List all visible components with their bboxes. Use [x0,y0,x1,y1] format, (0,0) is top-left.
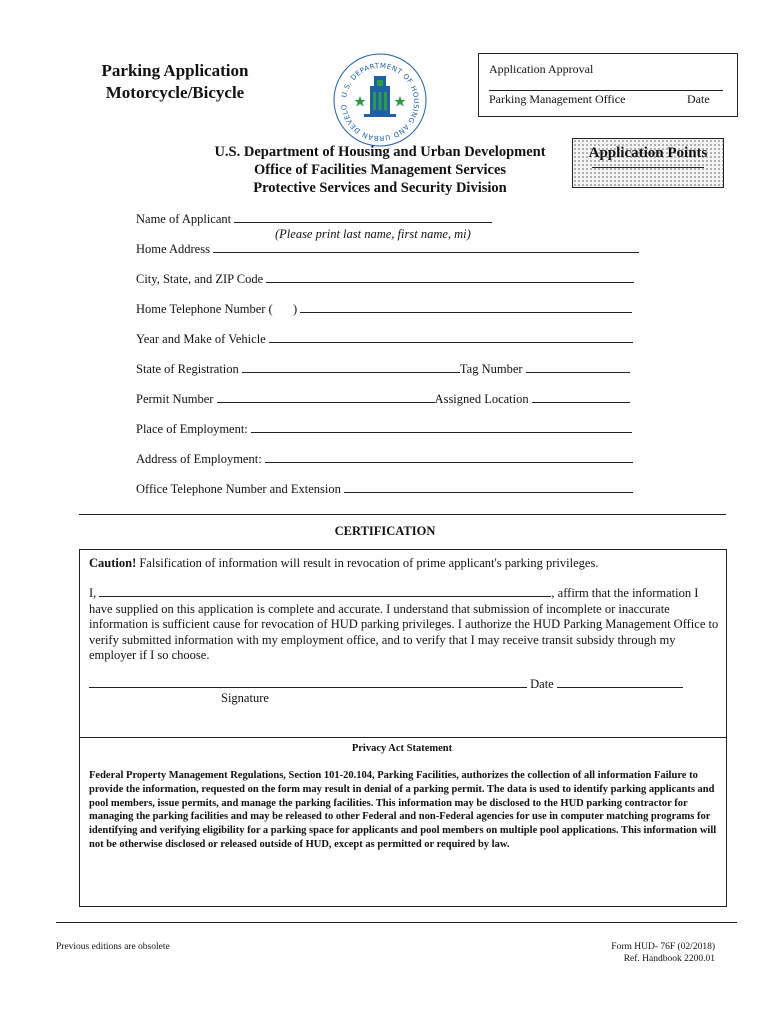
address-of-employment-field[interactable] [265,451,633,463]
approval-signature-line[interactable] [489,90,723,91]
svg-text:U.S. DEPARTMENT OF HOUSING AND: U.S. DEPARTMENT OF HOUSING AND URBAN DEVELO [339,61,421,143]
address-of-employment-label: Address of Employment: [136,452,262,466]
tag-number-label: Tag Number [459,362,523,376]
footer-form-info [520,941,715,965]
home-address-label: Home Address [136,242,210,256]
office-telephone-row [136,481,633,497]
footer-divider [56,922,737,923]
agency-line3: Protective Services and Security Division [253,180,507,196]
name-hint: (Please print last name, first name, mi) [275,227,471,241]
city-state-zip-row [136,271,634,287]
footer-handbook-ref: Ref. Handbook 2200.01 [623,954,715,964]
agency-line1: U.S. Department of Housing and Urban Development [214,144,546,160]
approval-label: Application Approval [489,62,594,76]
office-telephone-label: Office Telephone Number and Extension [136,482,341,496]
home-telephone-label: Home Telephone Number ( [136,302,273,316]
assigned-location-field[interactable] [532,391,630,403]
caution-label: Caution! [89,556,137,570]
office-telephone-field[interactable] [344,481,633,493]
vehicle-field[interactable] [269,331,633,343]
hud-seal-logo [330,50,430,150]
city-state-zip-label: City, State, and ZIP Code [136,272,264,286]
signature-date-label: Date [530,677,554,691]
caution-line [89,556,598,571]
form-title [60,60,290,104]
footer-form-number: Form HUD- 76F (02/2018) [611,942,715,952]
affirm-line [89,585,721,602]
form-title-line2: Motorcycle/Bicycle [105,83,245,102]
tag-number-field[interactable] [526,361,630,373]
place-of-employment-field[interactable] [251,421,632,433]
certification-statement [89,585,721,664]
permit-row [136,391,630,407]
place-of-employment-row [136,421,632,437]
affirm-prefix: I, [89,586,97,600]
name-of-applicant-row [136,211,492,227]
permit-number-label: Permit Number [136,392,214,406]
state-registration-label: State of Registration [136,362,239,376]
name-label: Name of Applicant [136,212,232,226]
home-telephone-field[interactable] [300,301,632,313]
affirm-text: , affirm that the information I [551,586,699,600]
signature-label: Signature [221,691,269,705]
application-points-field[interactable] [592,167,704,168]
address-of-employment-row [136,451,633,467]
application-points-box [572,138,724,188]
caution-text: Falsification of information will result in revocation of prime applicant's parking privileges. [139,556,599,570]
home-telephone-close-paren: ) [292,302,298,316]
approval-date-label: Date [687,92,710,106]
certification-box-divider [80,737,726,738]
form-title-line1: Parking Application [101,61,249,80]
home-address-row [136,241,639,257]
agency-heading [170,143,590,197]
place-of-employment-label: Place of Employment: [136,422,248,436]
city-state-zip-field[interactable] [266,271,634,283]
permit-number-field[interactable] [217,391,435,403]
footer-obsolete-note: Previous editions are obsolete [56,942,170,952]
agency-line2: Office of Facilities Management Services [253,162,507,178]
assigned-location-label: Assigned Location [434,392,529,406]
certification-title: CERTIFICATION [334,524,436,538]
application-approval-box [478,53,738,117]
privacy-act-text: Federal Property Management Regulations, Section 101-20.104, Parking Facilities, authorizes the collection of all information Failure to provide the information, requested on the form may result in denial of a parking permit. The data is used to identify parking applicants and pool members, issue permits, and manage the parking facilities. This information may be disclosed to the HUD parking contractor for managing the parking facilities and may be released to other Federal and non-Federal agencies for use in computer matching programs for identifying and verifying eligibility for a parking space for applicants and pool members on multiple pool applications. This information will not be otherwise disclosed or released outside of HUD, except as permitted or required by law. [89,770,717,850]
section-divider [79,514,726,515]
application-points-label: Application Points [588,145,708,161]
signature-date-field[interactable] [557,676,683,688]
vehicle-row [136,331,633,347]
home-telephone-row [136,301,632,317]
signature-row [89,676,683,692]
approval-office-label: Parking Management Office [489,92,626,106]
signature-field[interactable] [89,676,527,688]
home-address-field[interactable] [213,241,639,253]
affirm-name-field[interactable] [99,585,551,597]
privacy-act-title: Privacy Act Statement [351,743,453,754]
name-field[interactable] [234,211,492,223]
certification-paragraph: have supplied on this application is complete and accurate. I understand that submission of incomplete or inaccurate information is sufficient cause for revocation of HUD parking privileges. I authorize the HUD Parking Management Office to verify submitted information with my employment office, and to verify that I may receive transit subsidy through my employer if I so choose. [89,601,719,662]
state-registration-field[interactable] [242,361,460,373]
registration-row [136,361,630,377]
vehicle-label: Year and Make of Vehicle [136,332,266,346]
